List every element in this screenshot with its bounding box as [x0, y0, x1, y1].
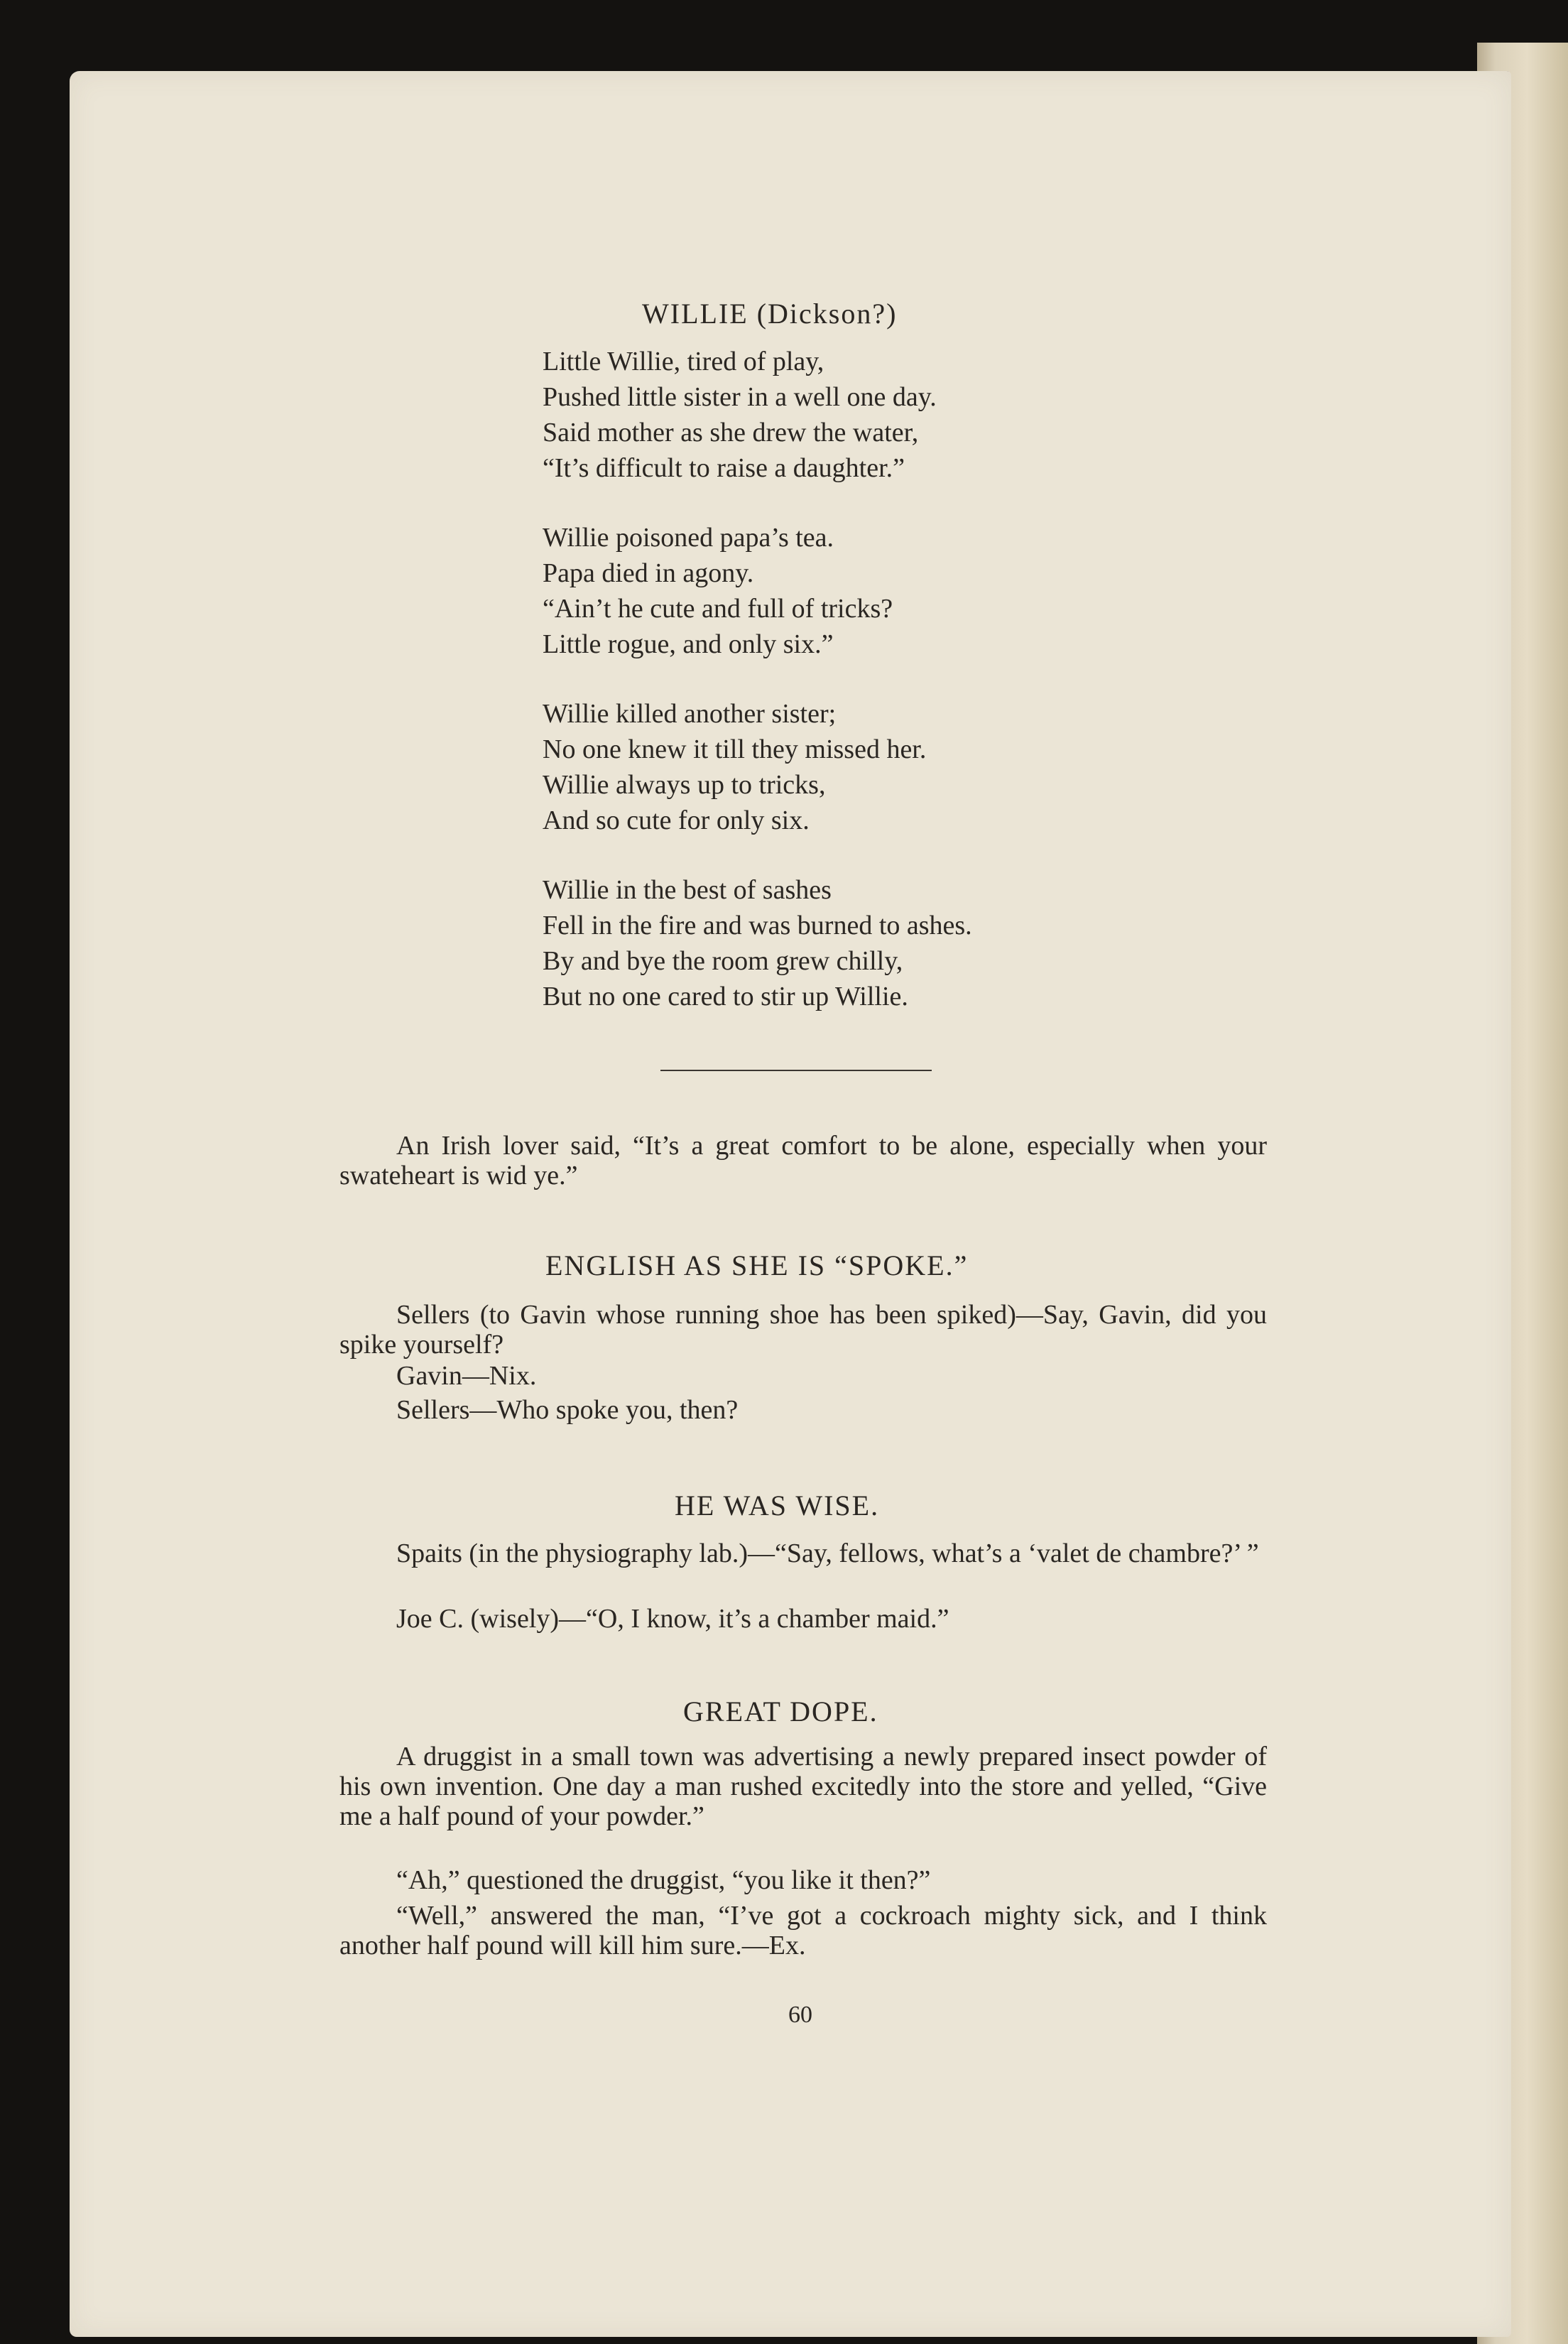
poem-line: “Ain’t he cute and full of tricks? [543, 594, 893, 624]
poem-title: WILLIE (Dickson?) [642, 298, 898, 330]
page-number: 60 [788, 2002, 812, 2028]
poem-line: By and bye the room grew chilly, [543, 946, 903, 976]
section-title-dope: GREAT DOPE. [683, 1695, 878, 1727]
poem-line: Papa died in agony. [543, 558, 754, 588]
poem-line: And so cute for only six. [543, 805, 810, 835]
poem-line: No one knew it till they missed her. [543, 734, 927, 764]
english-paragraph-3: Sellers—Who spoke you, then? [396, 1395, 739, 1425]
english-paragraph-2: Gavin—Nix. [396, 1361, 537, 1391]
poem-line: Little Willie, tired of play, [543, 347, 824, 376]
section-divider [660, 1070, 932, 1071]
poem-line: But no one cared to stir up Willie. [543, 982, 908, 1011]
wise-paragraph-2: Joe C. (wisely)—“O, I know, it’s a chamber maid.” [396, 1604, 949, 1634]
dope-paragraph-3: “Well,” answered the man, “I’ve got a cockroach mighty sick, and I think another half pound will kill him sure.—Ex. [339, 1901, 1267, 1960]
dope-paragraph-1: A druggist in a small town was advertising a newly prepared insect powder of his own invention. One day a man rushed excitedly into the store and yelled, “Give me a half pound of your powder.” [339, 1742, 1267, 1831]
poem-line: Willie poisoned papa’s tea. [543, 523, 834, 553]
poem-line: Said mother as she drew the water, [543, 418, 919, 447]
poem-stanza-2 [543, 520, 893, 662]
poem-line: “It’s difficult to raise a daughter.” [543, 453, 905, 483]
english-paragraph-1: Sellers (to Gavin whose running shoe has been spiked)—Say, Gavin, did you spike yourself? [339, 1300, 1267, 1360]
poem-line: Willie killed another sister; [543, 699, 837, 729]
poem-line: Willie always up to tricks, [543, 770, 826, 800]
section-title-wise: HE WAS WISE. [675, 1490, 880, 1521]
poem-line: Little rogue, and only six.” [543, 629, 834, 659]
poem-stanza-1 [543, 344, 937, 486]
dope-paragraph-2: “Ah,” questioned the druggist, “you like it then?” [396, 1865, 931, 1895]
poem-stanza-4 [543, 872, 972, 1014]
wise-paragraph-1: Spaits (in the physiography lab.)—“Say, fellows, what’s a ‘valet de chambre?’ ” [396, 1539, 1259, 1568]
poem-line: Fell in the fire and was burned to ashes. [543, 911, 972, 940]
poem-line: Willie in the best of sashes [543, 875, 832, 905]
poem-stanza-3 [543, 696, 926, 838]
poem-line: Pushed little sister in a well one day. [543, 382, 937, 412]
irish-paragraph: An Irish lover said, “It’s a great comfort to be alone, especially when your swateheart is wid ye.” [339, 1131, 1267, 1190]
section-title-english: ENGLISH AS SHE IS “SPOKE.” [545, 1249, 969, 1281]
